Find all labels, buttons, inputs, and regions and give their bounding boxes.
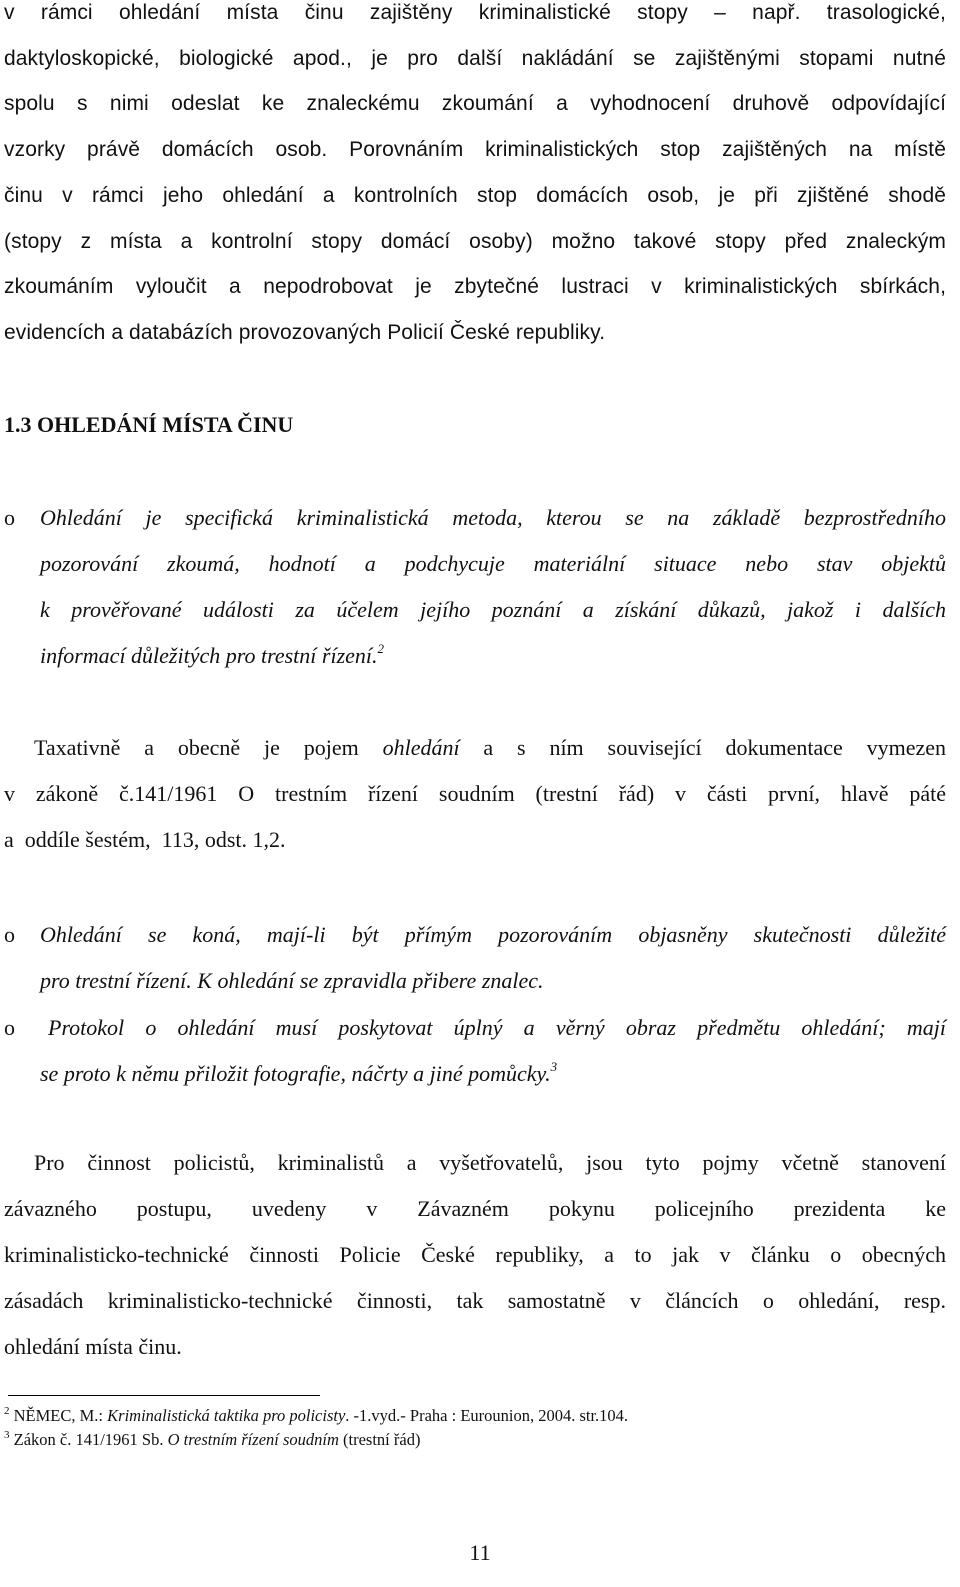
- footnote-ref: 2: [377, 641, 385, 656]
- law-text: a s ním související dokumentace vymezen: [459, 735, 946, 760]
- footnote-text: NĚMEC, M.:: [13, 1406, 108, 1425]
- footnote-text: (trestní řád): [338, 1430, 421, 1449]
- intro-line: vzorky právě domácích osob. Porovnáním kriminalistických stop zajištěných na místě: [4, 138, 946, 162]
- intro-line: spolu s nimi odeslat ke znaleckému zkoumání a vyhodnocení druhově odpovídající: [4, 92, 946, 116]
- bullet-inspection: [40, 912, 946, 1004]
- footnote-3: [4, 1429, 420, 1451]
- intro-line: zkoumáním vyloučit a nepodrobovat je zbytečné lustraci v kriminalistických sbírkách,: [4, 275, 946, 299]
- bullet-line: pozorování zkoumá, hodnotí a podchycuje materiální situace nebo stav objektů: [40, 551, 946, 576]
- footnote-separator: [8, 1395, 320, 1396]
- bullet-text: informací důležitých pro trestní řízení.: [40, 643, 378, 668]
- footnote-2: [4, 1405, 628, 1427]
- footnote-ref: 3: [550, 1059, 558, 1074]
- intro-line: činu v rámci jeho ohledání a kontrolních stop domácích osob, je při zjištěné shodě: [4, 183, 946, 207]
- bullet-definition: [40, 495, 946, 679]
- bullet-line: [40, 1051, 946, 1097]
- section-heading: 1.3 OHLEDÁNÍ MÍSTA ČINU: [4, 412, 294, 437]
- footnote-number: 3: [4, 1429, 10, 1441]
- police-line: kriminalisticko-technické činnosti Policie České republiky, a to jak v článku o obecných: [4, 1242, 946, 1267]
- footnote-text: Zákon č. 141/1961 Sb.: [13, 1430, 168, 1449]
- bullet-marker: o: [4, 505, 15, 530]
- bullet-marker: o: [4, 1015, 15, 1040]
- intro-line: (stopy z místa a kontrolní stopy domácí osoby) možno takové stopy před znaleckým: [4, 229, 946, 253]
- police-line: Pro činnost policistů, kriminalistů a vyšetřovatelů, jsou tyto pojmy včetně stanovení: [34, 1150, 946, 1175]
- bullet-line: pro trestní řízení. K ohledání se zpravidla přibere znalec.: [40, 968, 544, 993]
- law-line: v zákoně č.141/1961 O trestním řízení soudním (trestní řád) v části první, hlavě páté: [4, 781, 946, 806]
- police-line: zásadách kriminalisticko-technické činnosti, tak samostatně v článcích o ohledání, resp.: [4, 1288, 946, 1313]
- police-line: ohledání místa činu.: [4, 1334, 182, 1359]
- intro-line: daktyloskopické, biologické apod., je pro další nakládání se zajištěnými stopami nutné: [4, 46, 946, 70]
- intro-line: evidencích a databázích provozovaných Policií České republiky.: [4, 320, 606, 344]
- law-line: [4, 725, 946, 771]
- footnote-title: O trestním řízení soudním: [167, 1430, 339, 1449]
- law-term: ohledání: [382, 735, 460, 760]
- intro-paragraph: [4, 0, 946, 356]
- police-paragraph: [4, 1140, 946, 1370]
- bullet-line: [40, 633, 946, 679]
- bullet-text: se proto k němu přiložit fotografie, náčrty a jiné pomůcky.: [40, 1061, 551, 1086]
- law-text: Taxativně a obecně je pojem: [34, 735, 383, 760]
- bullet-line: k prověřované události za účelem jejího poznání a získání důkazů, jakož i dalších: [40, 597, 946, 622]
- bullet-marker: o: [4, 922, 15, 947]
- bullet-line: Ohledání se koná, mají-li být přímým pozorováním objasněny skutečnosti důležité: [40, 922, 946, 947]
- bullet-line: Ohledání je specifická kriminalistická metoda, kterou se na základě bezprostředního: [40, 505, 946, 530]
- footnote-text: . -1.vyd.- Praha : Eurounion, 2004. str.104.: [345, 1406, 629, 1425]
- footnote-title: Kriminalistická taktika pro policisty: [107, 1406, 346, 1425]
- page-number: 11: [469, 1540, 491, 1565]
- bullet-line: Protokol o ohledání musí poskytovat úplný a věrný obraz předmětu ohledání; mají: [48, 1015, 946, 1040]
- law-line: a oddíle šestém, 113, odst. 1,2.: [4, 827, 286, 852]
- bullet-protocol: [40, 1005, 946, 1097]
- footnote-number: 2: [4, 1405, 10, 1417]
- police-line: závazného postupu, uvedeny v Závazném pokynu policejního prezidenta ke: [4, 1196, 946, 1221]
- law-paragraph: [4, 725, 946, 863]
- intro-line: v rámci ohledání místa činu zajištěny kriminalistické stopy – např. trasologické,: [4, 1, 946, 24]
